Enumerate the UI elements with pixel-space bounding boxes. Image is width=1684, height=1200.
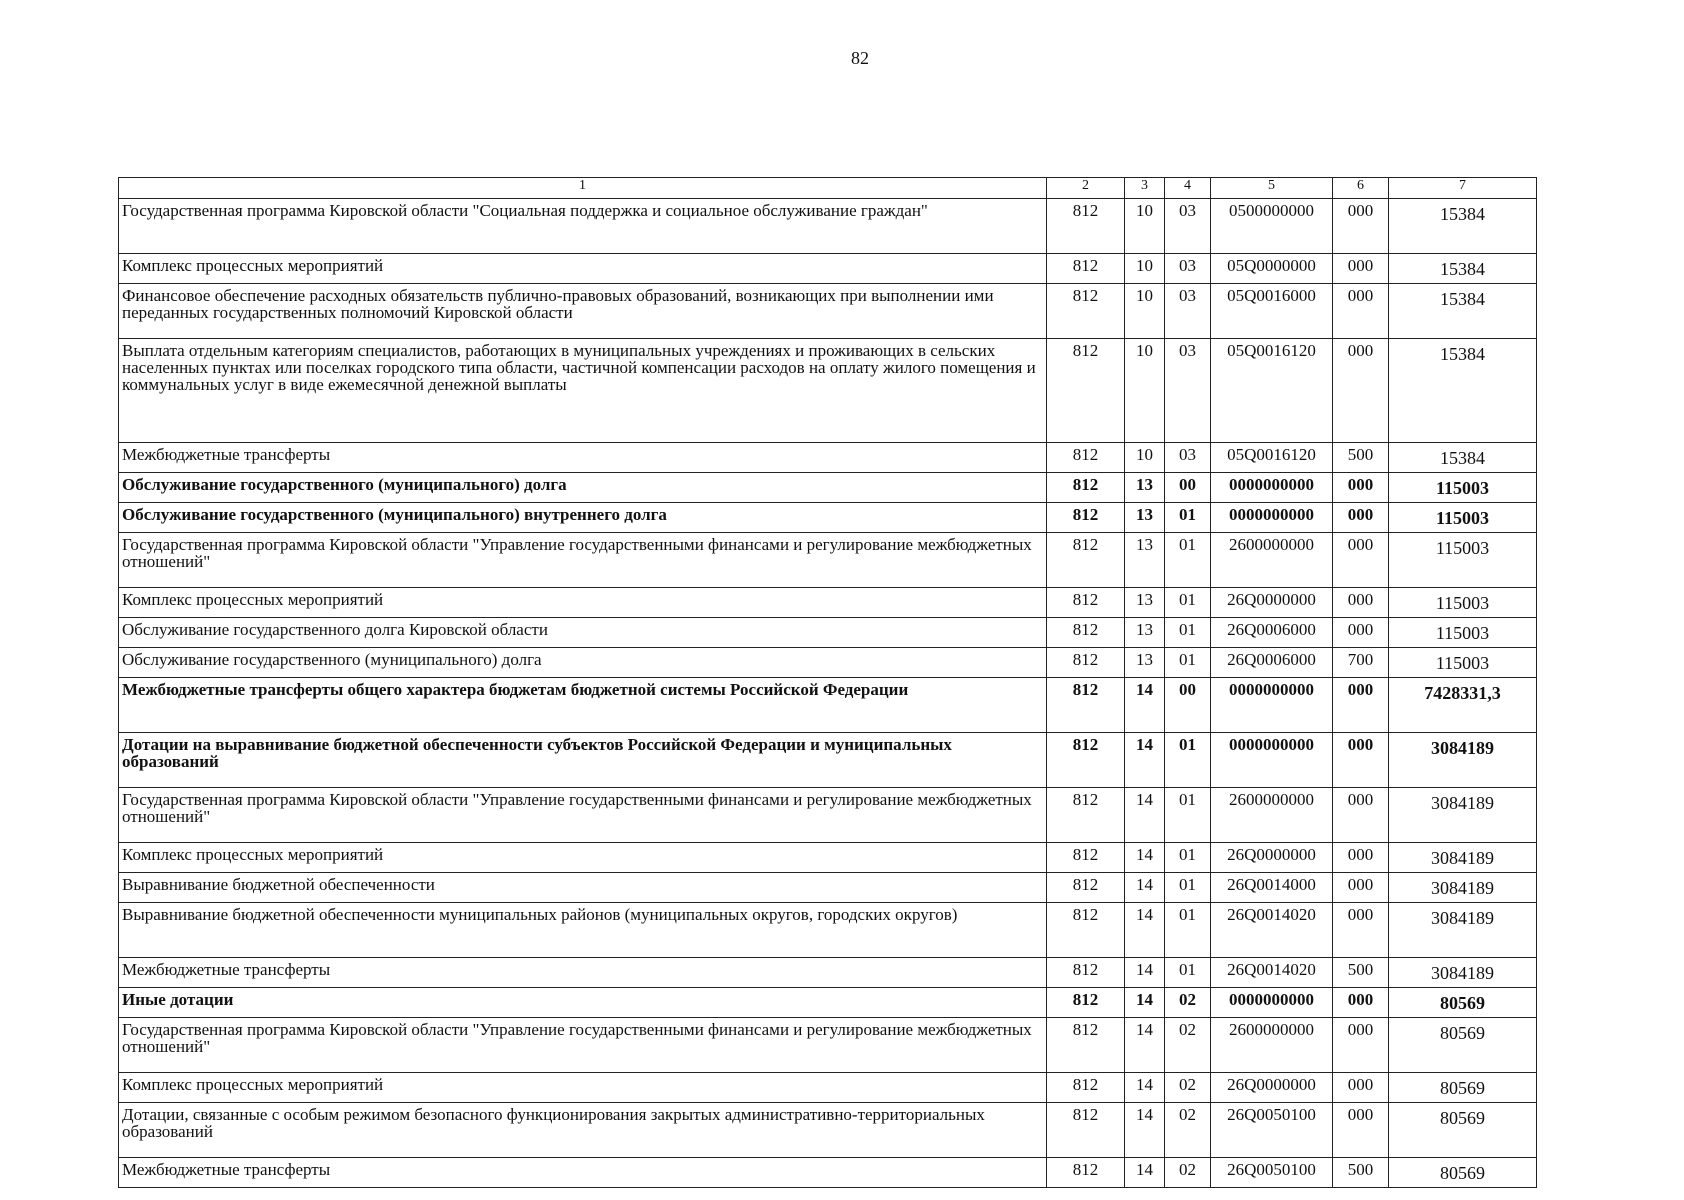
row-code-2-cell: 812 [1047, 503, 1125, 533]
row-code-2-cell: 812 [1047, 788, 1125, 843]
row-code-2-cell: 812 [1047, 678, 1125, 733]
row-code-2-cell: 812 [1047, 873, 1125, 903]
row-code-4-cell: 02 [1165, 1103, 1211, 1158]
row-code-5-cell: 2600000000 [1211, 1018, 1333, 1073]
row-code-6-cell: 000 [1333, 618, 1389, 648]
row-code-4-cell: 00 [1165, 678, 1211, 733]
row-code-6-cell: 500 [1333, 1158, 1389, 1188]
row-code-4-cell: 01 [1165, 843, 1211, 873]
row-code-5-cell: 05Q0016120 [1211, 339, 1333, 443]
row-code-5-cell: 26Q0000000 [1211, 588, 1333, 618]
row-code-5-cell: 0000000000 [1211, 678, 1333, 733]
row-name-cell: Финансовое обеспечение расходных обязательств публично-правовых образований, возникающих при выполнении ими переданных государственных полномочий Кировской области [119, 284, 1047, 339]
row-code-2-cell: 812 [1047, 284, 1125, 339]
row-code-4-cell: 03 [1165, 254, 1211, 284]
table-row [119, 958, 1537, 988]
row-amount-cell: 3084189 [1389, 733, 1537, 788]
row-code-6-cell: 000 [1333, 199, 1389, 254]
row-code-6-cell: 500 [1333, 443, 1389, 473]
row-code-3-cell: 10 [1125, 339, 1165, 443]
table-row [119, 1103, 1537, 1158]
row-code-3-cell: 13 [1125, 533, 1165, 588]
row-name-cell: Межбюджетные трансферты [119, 1158, 1047, 1188]
table-row [119, 284, 1537, 339]
row-code-6-cell: 000 [1333, 788, 1389, 843]
row-code-3-cell: 14 [1125, 843, 1165, 873]
row-code-3-cell: 14 [1125, 903, 1165, 958]
table-row [119, 843, 1537, 873]
row-code-2-cell: 812 [1047, 1158, 1125, 1188]
row-code-3-cell: 13 [1125, 618, 1165, 648]
table-row [119, 199, 1537, 254]
row-amount-cell: 80569 [1389, 988, 1537, 1018]
row-code-3-cell: 14 [1125, 788, 1165, 843]
row-code-4-cell: 01 [1165, 873, 1211, 903]
row-code-5-cell: 26Q0014020 [1211, 903, 1333, 958]
row-code-5-cell: 05Q0000000 [1211, 254, 1333, 284]
row-code-4-cell: 03 [1165, 199, 1211, 254]
row-code-6-cell: 000 [1333, 284, 1389, 339]
table-row [119, 678, 1537, 733]
row-code-6-cell: 500 [1333, 958, 1389, 988]
row-code-6-cell: 000 [1333, 588, 1389, 618]
row-code-5-cell: 26Q0050100 [1211, 1103, 1333, 1158]
row-amount-cell: 3084189 [1389, 958, 1537, 988]
row-amount-cell: 80569 [1389, 1103, 1537, 1158]
row-code-2-cell: 812 [1047, 254, 1125, 284]
row-name-cell: Комплекс процессных мероприятий [119, 843, 1047, 873]
table-body [119, 178, 1537, 1188]
table-row [119, 648, 1537, 678]
row-code-6-cell: 000 [1333, 1018, 1389, 1073]
row-code-5-cell: 26Q0006000 [1211, 618, 1333, 648]
row-code-2-cell: 812 [1047, 533, 1125, 588]
row-amount-cell: 80569 [1389, 1158, 1537, 1188]
row-code-3-cell: 10 [1125, 254, 1165, 284]
table-header-row [119, 178, 1537, 199]
row-code-6-cell: 000 [1333, 1103, 1389, 1158]
table-row [119, 903, 1537, 958]
row-code-4-cell: 03 [1165, 339, 1211, 443]
row-code-3-cell: 14 [1125, 1158, 1165, 1188]
row-amount-cell: 7428331,3 [1389, 678, 1537, 733]
row-name-cell: Межбюджетные трансферты [119, 958, 1047, 988]
row-code-4-cell: 02 [1165, 988, 1211, 1018]
row-code-4-cell: 01 [1165, 958, 1211, 988]
row-code-4-cell: 03 [1165, 443, 1211, 473]
row-code-5-cell: 2600000000 [1211, 788, 1333, 843]
table-row [119, 1158, 1537, 1188]
row-name-cell: Межбюджетные трансферты [119, 443, 1047, 473]
row-code-6-cell: 000 [1333, 1073, 1389, 1103]
row-code-2-cell: 812 [1047, 443, 1125, 473]
row-code-4-cell: 01 [1165, 533, 1211, 588]
row-code-3-cell: 14 [1125, 1018, 1165, 1073]
row-code-5-cell: 26Q0050100 [1211, 1158, 1333, 1188]
row-amount-cell: 80569 [1389, 1073, 1537, 1103]
row-code-2-cell: 812 [1047, 648, 1125, 678]
row-code-6-cell: 000 [1333, 254, 1389, 284]
row-code-5-cell: 05Q0016120 [1211, 443, 1333, 473]
header-cell: 4 [1165, 178, 1211, 199]
row-code-3-cell: 14 [1125, 988, 1165, 1018]
row-code-3-cell: 14 [1125, 958, 1165, 988]
table-row [119, 443, 1537, 473]
row-name-cell: Государственная программа Кировской области "Управление государственными финансами и регулирование межбюджетных отношений" [119, 533, 1047, 588]
row-code-2-cell: 812 [1047, 618, 1125, 648]
row-code-6-cell: 000 [1333, 473, 1389, 503]
row-name-cell: Выравнивание бюджетной обеспеченности [119, 873, 1047, 903]
row-code-3-cell: 13 [1125, 503, 1165, 533]
table-row [119, 503, 1537, 533]
row-code-6-cell: 000 [1333, 678, 1389, 733]
row-name-cell: Комплекс процессных мероприятий [119, 254, 1047, 284]
row-code-4-cell: 02 [1165, 1073, 1211, 1103]
row-code-2-cell: 812 [1047, 1073, 1125, 1103]
row-amount-cell: 80569 [1389, 1018, 1537, 1073]
row-code-3-cell: 13 [1125, 588, 1165, 618]
row-code-5-cell: 26Q0000000 [1211, 1073, 1333, 1103]
row-code-4-cell: 01 [1165, 788, 1211, 843]
row-code-2-cell: 812 [1047, 588, 1125, 618]
row-code-4-cell: 01 [1165, 618, 1211, 648]
row-code-5-cell: 0000000000 [1211, 988, 1333, 1018]
row-name-cell: Иные дотации [119, 988, 1047, 1018]
budget-table [118, 177, 1537, 1188]
row-code-3-cell: 10 [1125, 443, 1165, 473]
row-code-6-cell: 000 [1333, 903, 1389, 958]
row-code-3-cell: 13 [1125, 648, 1165, 678]
table-row [119, 1018, 1537, 1073]
row-amount-cell: 15384 [1389, 284, 1537, 339]
row-name-cell: Обслуживание государственного (муниципального) долга [119, 473, 1047, 503]
row-code-3-cell: 14 [1125, 733, 1165, 788]
row-code-6-cell: 000 [1333, 873, 1389, 903]
row-code-6-cell: 700 [1333, 648, 1389, 678]
row-code-6-cell: 000 [1333, 533, 1389, 588]
row-amount-cell: 15384 [1389, 254, 1537, 284]
row-code-5-cell: 2600000000 [1211, 533, 1333, 588]
row-code-2-cell: 812 [1047, 958, 1125, 988]
row-code-4-cell: 02 [1165, 1018, 1211, 1073]
row-code-4-cell: 02 [1165, 1158, 1211, 1188]
row-amount-cell: 3084189 [1389, 843, 1537, 873]
row-code-4-cell: 01 [1165, 503, 1211, 533]
row-code-2-cell: 812 [1047, 903, 1125, 958]
row-amount-cell: 115003 [1389, 618, 1537, 648]
table-row [119, 254, 1537, 284]
row-amount-cell: 3084189 [1389, 903, 1537, 958]
table-row [119, 1073, 1537, 1103]
row-code-2-cell: 812 [1047, 988, 1125, 1018]
row-code-3-cell: 14 [1125, 873, 1165, 903]
table-row [119, 988, 1537, 1018]
row-name-cell: Дотации, связанные с особым режимом безопасного функционирования закрытых административно-территориальных образований [119, 1103, 1047, 1158]
header-cell: 1 [119, 178, 1047, 199]
row-name-cell: Дотации на выравнивание бюджетной обеспеченности субъектов Российской Федерации и муниципальных образований [119, 733, 1047, 788]
row-code-4-cell: 01 [1165, 588, 1211, 618]
row-code-5-cell: 0500000000 [1211, 199, 1333, 254]
row-code-2-cell: 812 [1047, 733, 1125, 788]
table-row [119, 618, 1537, 648]
table-row [119, 873, 1537, 903]
row-name-cell: Государственная программа Кировской области "Управление государственными финансами и регулирование межбюджетных отношений" [119, 1018, 1047, 1073]
row-code-6-cell: 000 [1333, 843, 1389, 873]
row-code-3-cell: 13 [1125, 473, 1165, 503]
row-amount-cell: 115003 [1389, 473, 1537, 503]
row-code-3-cell: 10 [1125, 284, 1165, 339]
table-row [119, 733, 1537, 788]
row-name-cell: Государственная программа Кировской области "Управление государственными финансами и регулирование межбюджетных отношений" [119, 788, 1047, 843]
row-code-6-cell: 000 [1333, 503, 1389, 533]
row-name-cell: Комплекс процессных мероприятий [119, 1073, 1047, 1103]
header-cell: 3 [1125, 178, 1165, 199]
table-row [119, 473, 1537, 503]
row-code-4-cell: 03 [1165, 284, 1211, 339]
row-amount-cell: 3084189 [1389, 873, 1537, 903]
table-row [119, 788, 1537, 843]
table-row [119, 588, 1537, 618]
row-amount-cell: 115003 [1389, 533, 1537, 588]
header-cell: 5 [1211, 178, 1333, 199]
row-name-cell: Государственная программа Кировской области "Социальная поддержка и социальное обслуживание граждан" [119, 199, 1047, 254]
header-cell: 2 [1047, 178, 1125, 199]
page-number: 82 [851, 48, 869, 68]
row-name-cell: Межбюджетные трансферты общего характера бюджетам бюджетной системы Российской Федерации [119, 678, 1047, 733]
row-code-4-cell: 01 [1165, 733, 1211, 788]
row-code-5-cell: 0000000000 [1211, 473, 1333, 503]
row-name-cell: Комплекс процессных мероприятий [119, 588, 1047, 618]
row-name-cell: Обслуживание государственного (муниципального) внутреннего долга [119, 503, 1047, 533]
row-code-3-cell: 14 [1125, 1103, 1165, 1158]
row-code-3-cell: 14 [1125, 678, 1165, 733]
row-amount-cell: 115003 [1389, 648, 1537, 678]
row-amount-cell: 15384 [1389, 443, 1537, 473]
table-row [119, 339, 1537, 443]
row-amount-cell: 115003 [1389, 588, 1537, 618]
row-code-6-cell: 000 [1333, 339, 1389, 443]
row-amount-cell: 3084189 [1389, 788, 1537, 843]
row-code-2-cell: 812 [1047, 473, 1125, 503]
row-amount-cell: 115003 [1389, 503, 1537, 533]
row-code-4-cell: 01 [1165, 903, 1211, 958]
row-code-5-cell: 05Q0016000 [1211, 284, 1333, 339]
header-cell: 7 [1389, 178, 1537, 199]
row-code-5-cell: 26Q0000000 [1211, 843, 1333, 873]
row-code-3-cell: 14 [1125, 1073, 1165, 1103]
row-code-5-cell: 26Q0014020 [1211, 958, 1333, 988]
row-code-5-cell: 0000000000 [1211, 733, 1333, 788]
row-name-cell: Выплата отдельным категориям специалистов, работающих в муниципальных учреждениях и проживающих в сельских населенных пунктах или поселках городского типа области, частичной компенсации расходов на оплату жилого помещения и коммунальных услуг в виде ежемесячной денежной выплаты [119, 339, 1047, 443]
row-code-2-cell: 812 [1047, 199, 1125, 254]
table-row [119, 533, 1537, 588]
row-code-6-cell: 000 [1333, 988, 1389, 1018]
row-code-3-cell: 10 [1125, 199, 1165, 254]
row-name-cell: Выравнивание бюджетной обеспеченности муниципальных районов (муниципальных округов, городских округов) [119, 903, 1047, 958]
row-code-6-cell: 000 [1333, 733, 1389, 788]
row-code-5-cell: 26Q0006000 [1211, 648, 1333, 678]
row-code-2-cell: 812 [1047, 339, 1125, 443]
row-code-4-cell: 01 [1165, 648, 1211, 678]
row-code-2-cell: 812 [1047, 843, 1125, 873]
row-code-5-cell: 26Q0014000 [1211, 873, 1333, 903]
row-code-2-cell: 812 [1047, 1018, 1125, 1073]
header-cell: 6 [1333, 178, 1389, 199]
row-name-cell: Обслуживание государственного долга Кировской области [119, 618, 1047, 648]
row-amount-cell: 15384 [1389, 199, 1537, 254]
row-name-cell: Обслуживание государственного (муниципального) долга [119, 648, 1047, 678]
row-amount-cell: 15384 [1389, 339, 1537, 443]
row-code-2-cell: 812 [1047, 1103, 1125, 1158]
row-code-4-cell: 00 [1165, 473, 1211, 503]
row-code-5-cell: 0000000000 [1211, 503, 1333, 533]
